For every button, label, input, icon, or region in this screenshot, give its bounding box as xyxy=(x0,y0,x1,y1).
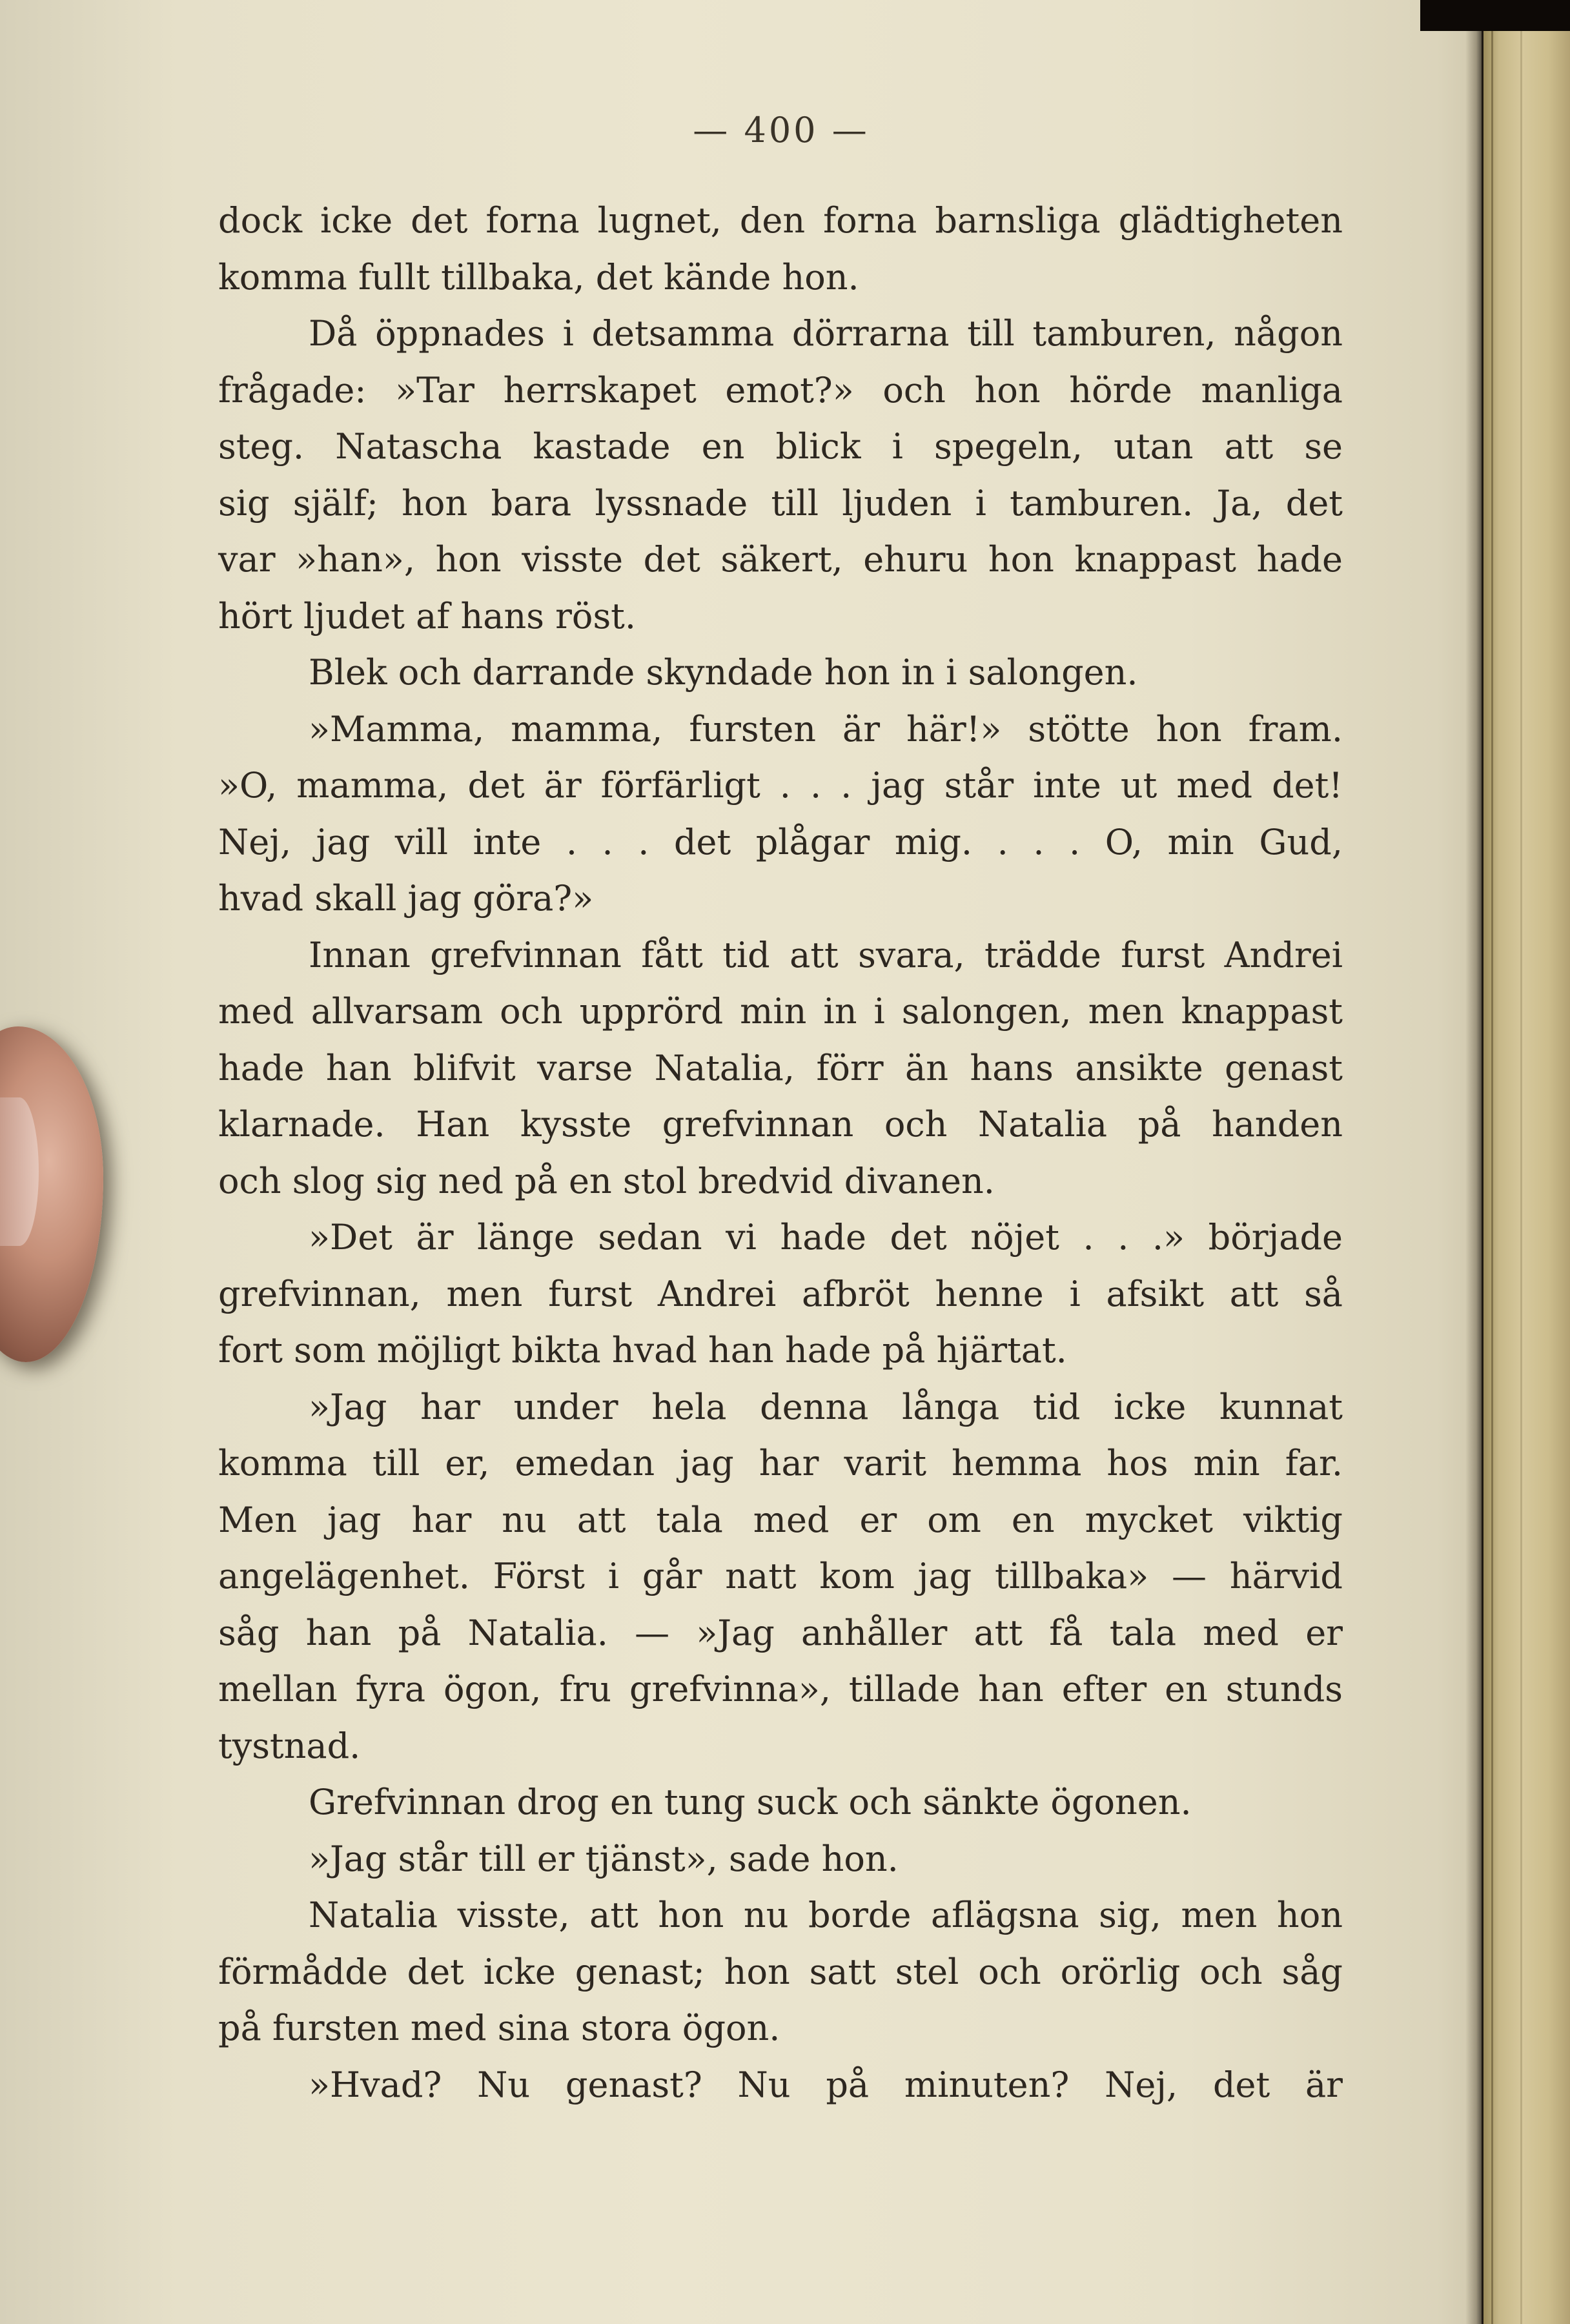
dark-background xyxy=(1420,0,1570,31)
text-line: hade han blifvit varse Natalia, förr än hans ansikte genast xyxy=(218,1047,1343,1088)
text-line: »Hvad? Nu genast? Nu på minuten? Nej, det är xyxy=(309,2064,1343,2105)
text-line: mellan fyra ögon, fru grefvinna», tillade han efter en stunds xyxy=(218,1669,1343,1709)
page-number: — 400 — xyxy=(693,110,870,150)
text-line: tystnad. xyxy=(218,1725,361,1766)
text-line: hört ljudet af hans röst. xyxy=(218,595,637,637)
page-gutter-shadow xyxy=(1465,0,1483,2324)
text-line: komma fullt tillbaka, det kände hon. xyxy=(218,256,859,298)
body-text xyxy=(218,192,1343,2113)
text-line: frågade: »Tar herrskapet emot?» och hon hörde manliga xyxy=(218,369,1343,411)
text-line: Då öppnades i detsamma dörrarna till tamburen, någon xyxy=(309,313,1343,354)
text-line: klarnade. Han kysste grefvinnan och Natalia på handen xyxy=(218,1104,1343,1145)
fore-edge-line xyxy=(1520,26,1522,2324)
text-line: Blek och darrande skyndade hon in i salongen. xyxy=(309,652,1138,693)
text-line: på fursten med sina stora ögon. xyxy=(218,2008,780,2048)
text-line: med allvarsam och upprörd min in i salongen, men knappast xyxy=(218,991,1343,1032)
text-line: hvad skall jag göra?» xyxy=(218,878,594,919)
book-fore-edge xyxy=(1483,26,1570,2324)
text-line: komma till er, emedan jag har varit hemma hos min far. xyxy=(218,1443,1343,1483)
text-line: var »han», hon visste det säkert, ehuru hon knappast hade xyxy=(218,539,1343,580)
text-line: »Jag står till er tjänst», sade hon. xyxy=(309,1838,899,1879)
text-line: steg. Natascha kastade en blick i spegeln, utan att se xyxy=(218,426,1343,467)
text-line: Grefvinnan drog en tung suck och sänkte ögonen. xyxy=(309,1782,1192,1822)
text-line: Innan grefvinnan fått tid att svara, trädde furst Andrei xyxy=(309,934,1343,975)
text-line: Nej, jag vill inte . . . det plågar mig. . . . O, min Gud, xyxy=(218,821,1343,862)
thumbnail-highlight xyxy=(0,1097,39,1246)
text-line: »Det är länge sedan vi hade det nöjet . . .» började xyxy=(309,1217,1343,1258)
text-line: angelägenhet. Först i går natt kom jag tillbaka» — härvid xyxy=(218,1556,1343,1596)
fore-edge-line xyxy=(1491,26,1493,2324)
text-line: förmådde det icke genast; hon satt stel och orörlig och såg xyxy=(218,1951,1343,1992)
text-line: såg han på Natalia. — »Jag anhåller att få tala med er xyxy=(218,1612,1343,1653)
text-line: och slog sig ned på en stol bredvid divanen. xyxy=(218,1160,995,1201)
text-line: Men jag har nu att tala med er om en mycket viktig xyxy=(218,1499,1343,1540)
text-line: dock icke det forna lugnet, den forna barnsliga glädtigheten xyxy=(218,200,1343,241)
text-line: »Jag har under hela denna långa tid icke kunnat xyxy=(309,1386,1343,1427)
text-line: »Mamma, mamma, fursten är här!» stötte hon fram. xyxy=(309,708,1343,749)
text-line: sig själf; hon bara lyssnade till ljuden i tamburen. Ja, det xyxy=(218,482,1343,524)
text-line: Natalia visste, att hon nu borde aflägsna sig, men hon xyxy=(309,1895,1343,1935)
text-line: grefvinnan, men furst Andrei afbröt henne i afsikt att så xyxy=(218,1273,1343,1314)
text-line: »O, mamma, det är förfärligt . . . jag står inte ut med det! xyxy=(218,765,1343,806)
text-line: fort som möjligt bikta hvad han hade på hjärtat. xyxy=(218,1330,1067,1371)
